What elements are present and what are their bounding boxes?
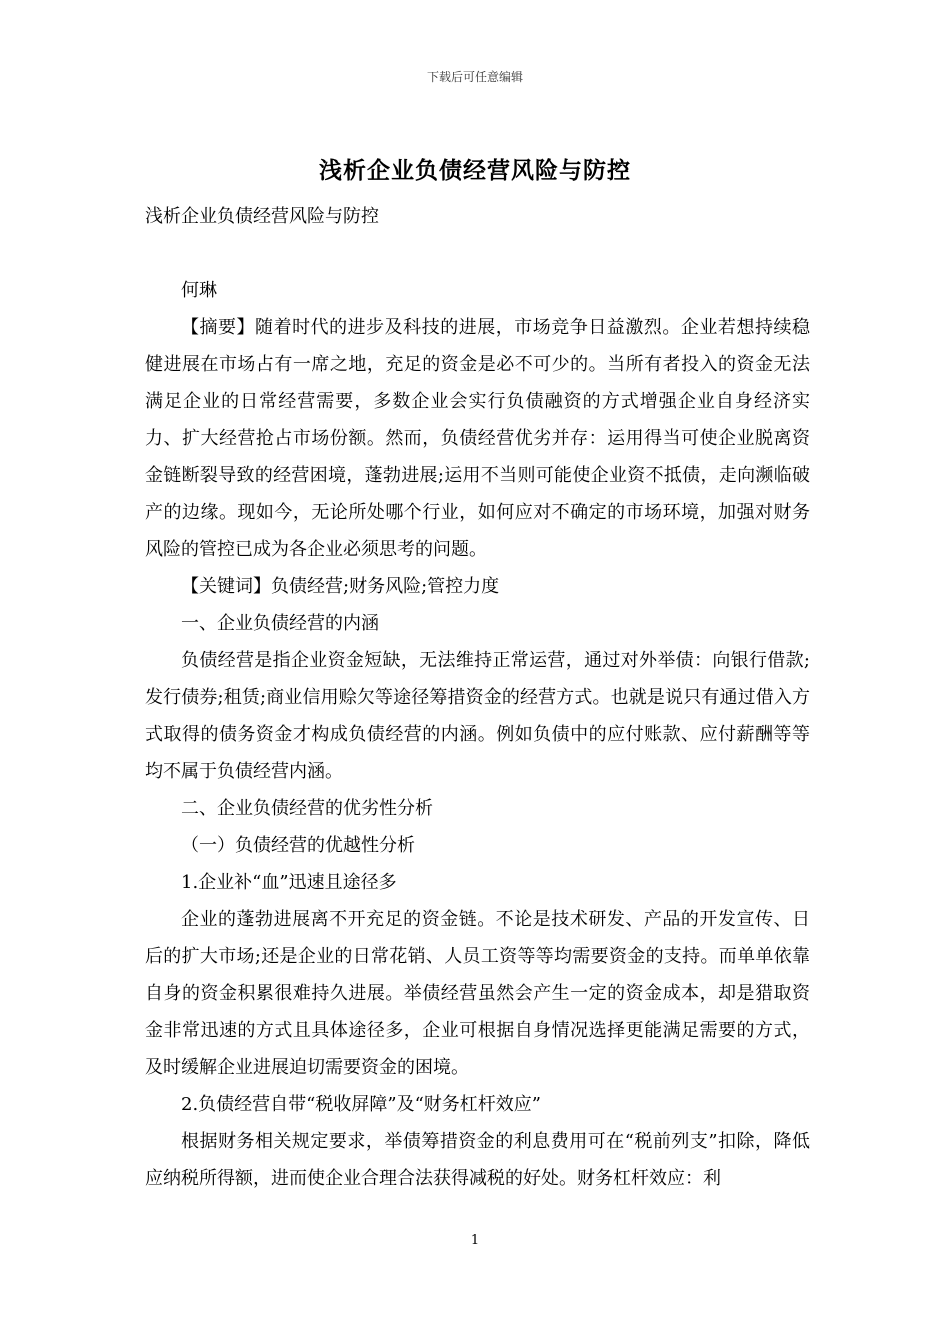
abstract-paragraph: 【摘要】随着时代的进步及科技的进展，市场竞争日益激烈。企业若想持续稳健进展在市场占有一席之地，充足的资金是必不可少的。当所有者投入的资金无法满足企业的日常经营需要，多数企业会实行负债融资的方式增强企业自身经济实力、扩大经营抢占市场份额。然而，负债经营优劣并存：运用得当可使企业脱离资金链断裂导致的经营困境，蓬勃进展;运用不当则可能使企业资不抵债，走向濒临破产的边缘。现如今，无论所处哪个行业，如何应对不确定的市场环境，加强对财务风险的管控已成为各企业必须思考的问题。 <box>145 317 810 560</box>
document-subtitle: 浅析企业负债经营风险与防控 <box>145 206 379 227</box>
point-1-paragraph: 企业的蓬勃进展离不开充足的资金链。不论是技术研发、产品的开发宣传、日后的扩大市场;还是企业的日常花销、人员工资等等均需要资金的支持。而单单依靠自身的资金积累很难持久进展。举债经营虽然会产生一定的资金成本，却是猎取资金非常迅速的方式且具体途径多，企业可根据自身情况选择更能满足需要的方式，及时缓解企业进展迫切需要资金的困境。 <box>145 909 810 1078</box>
point-heading-2: 2.负债经营自带“税收屏障”及“财务杠杆效应” <box>181 1094 541 1115</box>
document-body <box>145 198 810 1197</box>
page-header-note: 下载后可任意编辑 <box>426 70 523 84</box>
keywords-line: 【关键词】负债经营;财务风险;管控力度 <box>181 576 500 597</box>
page-number: 1 <box>470 1233 480 1248</box>
point-2-paragraph: 根据财务相关规定要求，举债筹措资金的利息费用可在“税前列支”扣除，降低应纳税所得额，进而使企业合理合法获得减税的好处。财务杠杆效应：利 <box>145 1131 810 1189</box>
section-heading-2: 二、企业负债经营的优劣性分析 <box>181 798 433 819</box>
section-heading-1: 一、企业负债经营的内涵 <box>181 613 379 634</box>
blank-line <box>145 235 810 272</box>
section-1-paragraph: 负债经营是指企业资金短缺，无法维持正常运营，通过对外举债：向银行借款;发行债券;租赁;商业信用赊欠等途径筹措资金的经营方式。也就是说只有通过借入方式取得的债务资金才构成负债经营的内涵。例如负债中的应付账款、应付薪酬等等均不属于负债经营内涵。 <box>145 650 810 782</box>
author-name: 何琳 <box>181 280 217 301</box>
document-title: 浅析企业负债经营风险与防控 <box>319 157 631 184</box>
point-heading-1: 1.企业补“血”迅速且途径多 <box>181 872 397 893</box>
subsection-heading-1: （一）负债经营的优越性分析 <box>181 835 415 856</box>
